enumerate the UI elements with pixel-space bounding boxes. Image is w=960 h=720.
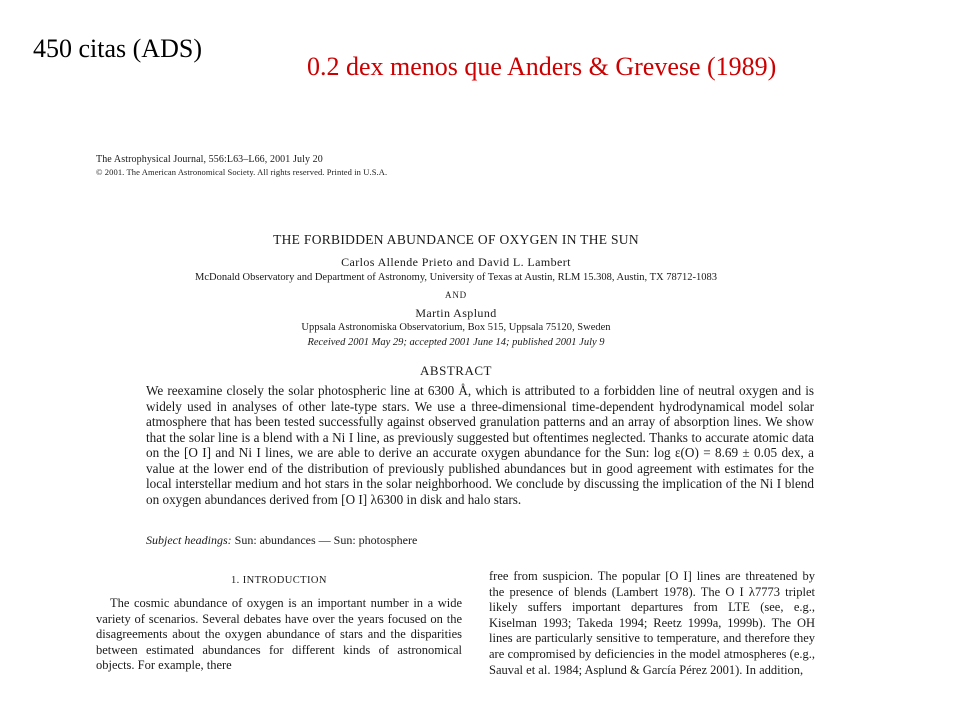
introduction-heading: 1. INTRODUCTION: [231, 575, 327, 586]
comparison-note: 0.2 dex menos que Anders & Grevese (1989): [307, 52, 777, 81]
subject-headings-label: Subject headings:: [146, 533, 232, 547]
subject-headings: [146, 533, 417, 548]
affiliation-line-1: McDonald Observatory and Department of Astronomy, University of Texas at Austin, RLM 15.308, Austin, TX 78712-1083: [195, 272, 717, 283]
dates-line: Received 2001 May 29; accepted 2001 June 14; published 2001 July 9: [307, 337, 605, 348]
copyright-line: © 2001. The American Astronomical Society. All rights reserved. Printed in U.S.A.: [96, 167, 388, 177]
introduction-right-text: free from suspicion. The popular [O I] lines are threatened by the presence of blends (Lambert 1978). The O I λ7773 triplet likely suffers important departures from LTE (see, e.g., Kiselman 1993; Takeda 1994; Reetz 1999a, 1999b). The OH lines are particularly sensitive to temperature, and therefore they are compromised by deficiencies in the model atmospheres (e.g., Sauval et al. 1984; Asplund & García Pérez 2001). In addition,: [489, 569, 815, 677]
and-separator: AND: [445, 290, 467, 300]
introduction-right-column: [489, 569, 815, 677]
journal-header: The Astrophysical Journal, 556:L63–L66, 2001 July 20: [96, 154, 323, 165]
introduction-left-column: [96, 596, 462, 674]
authors-line-1: Carlos Allende Prieto and David L. Lambert: [341, 255, 571, 269]
abstract-text: We reexamine closely the solar photospheric line at 6300 Å, which is attributed to a forbidden line of neutral oxygen and is widely used in analyses of other late-type stars. We use a three-dimensional time-dependent hydrodynamical model solar atmosphere that has been tested successfully against observed granulation patterns and an array of absorption lines. We show that the solar line is a blend with a Ni I line, as previously suggested but oftentimes neglected. Thanks to accurate atomic data on the [O I] and Ni I lines, we are able to derive an accurate oxygen abundance for the Sun: log ε(O) = 8.69 ± 0.05 dex, a value at the lower end of the distribution of previously published abundances but in good agreement with estimates for the local interstellar medium and hot stars in the solar neighborhood. We conclude by discussing the implication of the Ni I blend on oxygen abundances derived from [O I] λ6300 in disk and halo stars.: [146, 383, 814, 507]
citations-note: 450 citas (ADS): [33, 34, 202, 63]
paper-title: THE FORBIDDEN ABUNDANCE OF OXYGEN IN THE SUN: [273, 232, 639, 247]
paper-scan: [96, 150, 816, 677]
subject-headings-terms: Sun: abundances — Sun: photosphere: [231, 533, 418, 547]
introduction-left-text: The cosmic abundance of oxygen is an important number in a wide variety of scenarios. Several debates have over the years focused on the disagreements about the oxygen abundance of stars and the disparities between estimated abundances for different kinds of astronomical objects. For example, there: [96, 596, 462, 673]
abstract-heading: ABSTRACT: [420, 363, 492, 378]
affiliation-line-2: Uppsala Astronomiska Observatorium, Box 515, Uppsala 75120, Sweden: [301, 322, 611, 333]
authors-line-2: Martin Asplund: [415, 306, 497, 320]
